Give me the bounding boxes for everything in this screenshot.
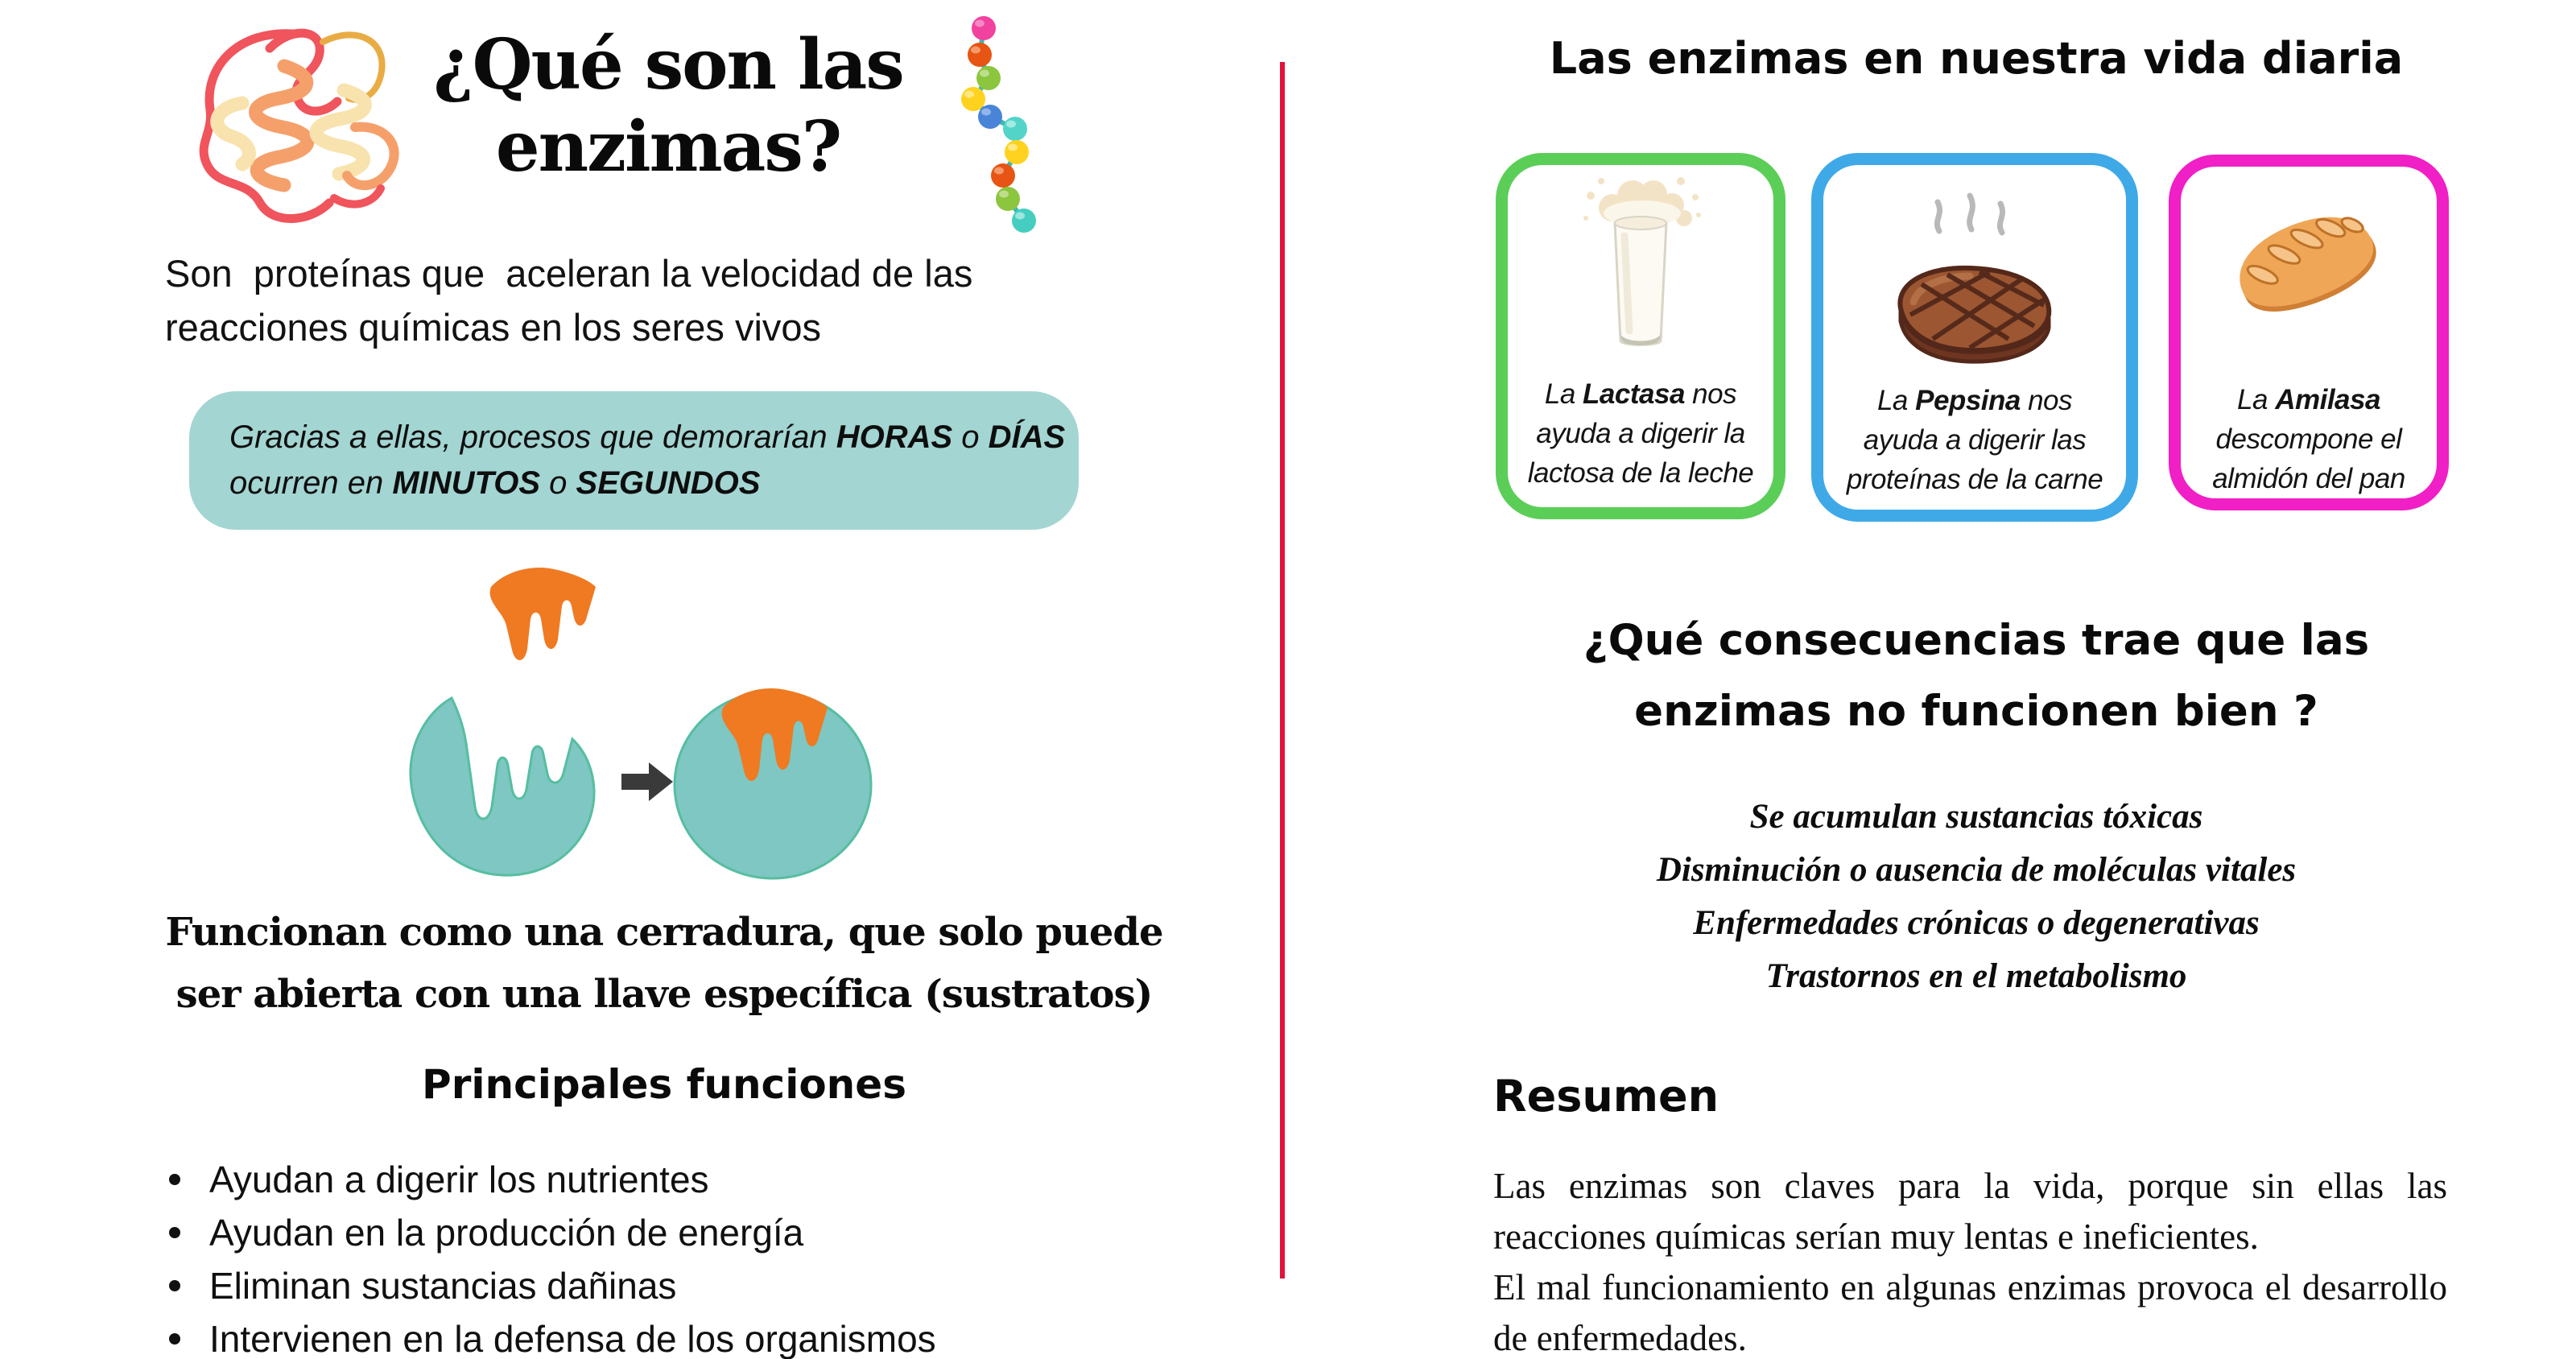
list-item: Eliminan sustancias dañinas bbox=[161, 1259, 1167, 1312]
intro-paragraph bbox=[165, 246, 1179, 354]
card-pepsina-text: La Pepsina nos ayuda a digerir las proteínas de la carne bbox=[1846, 385, 2103, 495]
substrate-icon bbox=[490, 568, 596, 660]
list-item: Intervienen en la defensa de los organismos bbox=[161, 1312, 1167, 1359]
list-item: Se acumulan sustancias tóxicas bbox=[1749, 798, 2203, 836]
intro-line2: reacciones químicas en los seres vivos bbox=[165, 306, 822, 349]
list-item: Trastornos en el metabolismo bbox=[1765, 957, 2187, 995]
card-amilasa-text: La Amilasa descompone el almidón del pan bbox=[2212, 384, 2405, 494]
right-title: Las enzimas en nuestra vida diaria bbox=[1549, 33, 2404, 84]
summary-paragraphs bbox=[1493, 1161, 2447, 1359]
functions-heading: Principales funciones bbox=[422, 1061, 906, 1108]
milk-glass-icon bbox=[1576, 165, 1705, 374]
enzyme-icon bbox=[411, 698, 594, 875]
functions-list bbox=[161, 1153, 1167, 1359]
consequences-heading bbox=[1489, 605, 2463, 747]
lock-key-line1: Funcionan como una cerradura, que solo puede bbox=[165, 910, 1163, 955]
list-item: Enfermedades crónicas o degenerativas bbox=[1693, 904, 2260, 942]
card-pepsina bbox=[1811, 153, 2138, 522]
summary-paragraph-1: Las enzimas son claves para la vida, porque sin ellas las reacciones químicas serían muy lentas e ineficientes. bbox=[1493, 1166, 2447, 1257]
summary-paragraph-2: El mal funcionamiento en algunas enzimas provoca el desarrollo de enfermedades. bbox=[1493, 1267, 2447, 1358]
card-lactasa bbox=[1496, 153, 1785, 519]
summary-heading: Resumen bbox=[1493, 1071, 1719, 1121]
column-divider bbox=[1280, 62, 1285, 1278]
steak-icon bbox=[1886, 165, 2063, 381]
list-item: Disminución o ausencia de moléculas vitales bbox=[1656, 851, 2297, 889]
consequences-list bbox=[1489, 791, 2463, 1003]
amino-acid-chain-icon bbox=[950, 6, 1059, 248]
arrow-right-icon bbox=[621, 762, 673, 801]
consequences-heading-line1: ¿Qué consecuencias trae que las bbox=[1583, 616, 2370, 665]
intro-line1: Son proteínas que aceleran la velocidad de las bbox=[165, 252, 973, 295]
page-title bbox=[386, 24, 950, 188]
page-title-line1: ¿Qué son las bbox=[433, 24, 903, 105]
card-lactasa-text: La Lactasa nos ayuda a digerir la lactosa de la leche bbox=[1527, 378, 1754, 489]
page-title-line2: enzimas? bbox=[495, 106, 841, 188]
enzyme-substrate-complex-icon bbox=[675, 688, 871, 878]
list-item: Ayudan a digerir los nutrientes bbox=[161, 1153, 1167, 1206]
highlight-box: Gracias a ellas, procesos que demorarían HORAS o DÍAS ocurren en MINUTOS o SEGUNDOS bbox=[189, 391, 1079, 530]
lock-key-text bbox=[141, 902, 1187, 1026]
consequences-heading-line2: enzimas no funcionen bien ? bbox=[1634, 687, 2318, 736]
list-item: Ayudan en la producción de energía bbox=[161, 1206, 1167, 1259]
lock-key-line2: ser abierta con una llave específica (sustratos) bbox=[175, 972, 1153, 1017]
steam-icon bbox=[1937, 196, 2002, 233]
enzyme-substrate-diagram bbox=[394, 560, 910, 890]
bread-icon bbox=[2216, 167, 2401, 380]
card-amilasa bbox=[2169, 155, 2449, 510]
